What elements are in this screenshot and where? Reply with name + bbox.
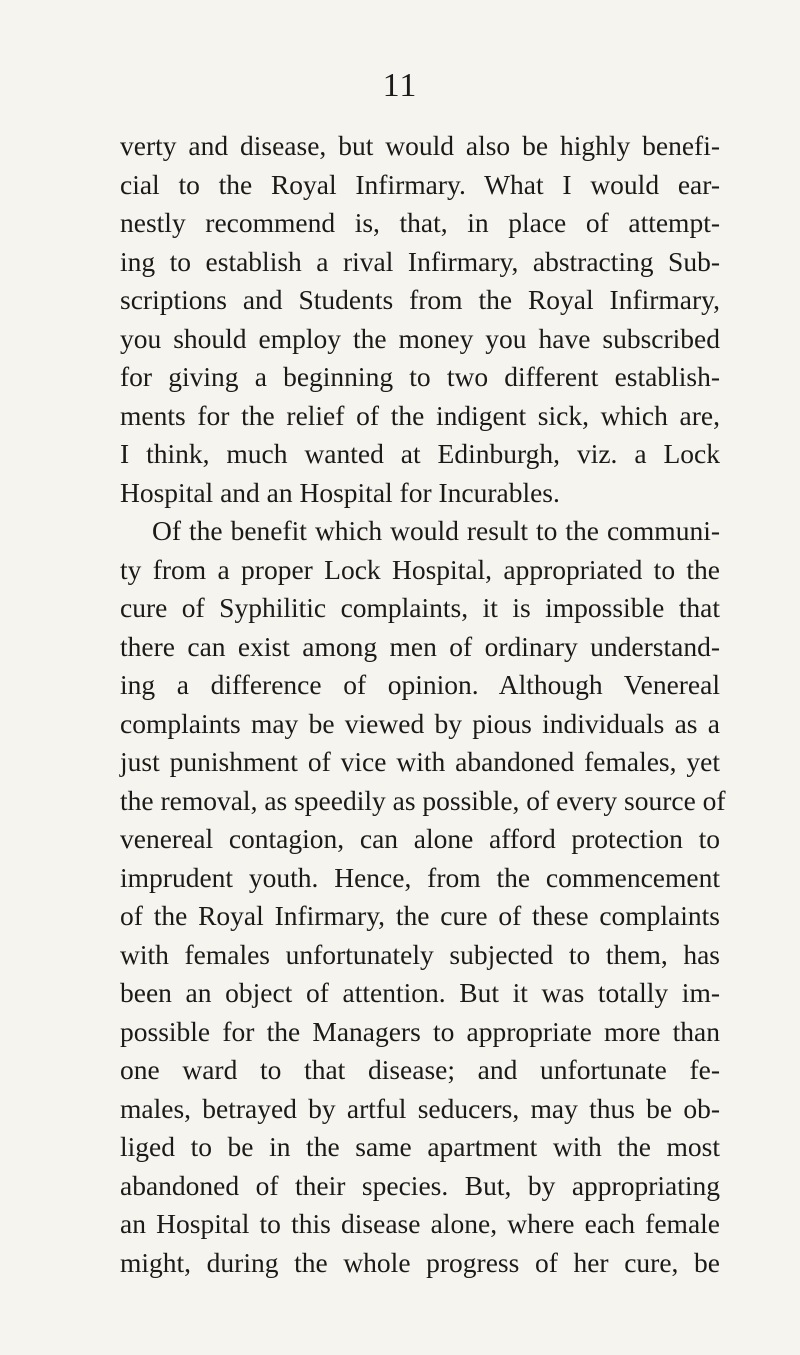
text-line: venereal contagion, can alone afford protection to: [120, 823, 720, 854]
body-text: [120, 127, 726, 1282]
text-line: been an object of attention. But it was totally im-: [120, 977, 720, 1008]
text-line: ing a difference of opinion. Although Venereal: [120, 669, 720, 700]
text-line: males, betrayed by artful seducers, may thus be ob-: [120, 1092, 720, 1124]
text-line: with females unfortunately subjected to them, has: [120, 938, 720, 970]
text-line: scriptions and Students from the Royal Infirmary,: [120, 284, 720, 315]
text-line: abandoned of their species. But, by appropriating: [120, 1169, 720, 1201]
paragraph-first-line: Of the benefit which would result to the communi-: [152, 515, 720, 546]
text-line: one ward to that disease; and unfortunate fe-: [120, 1054, 720, 1085]
text-line: ing to establish a rival Infirmary, abstracting Sub-: [120, 245, 720, 277]
text-line: you should employ the money you have subscribed: [120, 322, 720, 354]
text-line: imprudent youth. Hence, from the commencement: [120, 861, 720, 893]
text-line: I think, much wanted at Edinburgh, viz. a Lock: [120, 438, 720, 469]
text-line: possible for the Managers to appropriate more than: [120, 1015, 720, 1047]
text-line: ty from a proper Lock Hospital, appropriated to the: [120, 553, 720, 585]
text-line: of the Royal Infirmary, the cure of these complaints: [120, 900, 720, 931]
text-line: nestly recommend is, that, in place of attempt-: [120, 207, 720, 238]
text-line: complaints may be viewed by pious individuals as a: [120, 707, 720, 739]
text-line: liged to be in the same apartment with the most: [120, 1131, 720, 1162]
text-line: ments for the relief of the indigent sick, which are,: [120, 399, 720, 431]
text-line: the removal, as speedily as possible, of every source of: [120, 784, 726, 816]
text-line: cial to the Royal Infirmary. What I would ear-: [120, 168, 720, 200]
text-line: just punishment of vice with abandoned females, yet: [120, 746, 720, 777]
text-line: Hospital and an Hospital for Incurables.: [120, 476, 560, 508]
text-line: verty and disease, but would also be highly benefi-: [120, 130, 720, 161]
text-line: cure of Syphilitic complaints, it is impossible that: [120, 592, 720, 623]
text-line: there can exist among men of ordinary understand-: [120, 630, 720, 662]
text-line: for giving a beginning to two different establish-: [120, 361, 720, 392]
text-line: an Hospital to this disease alone, where each female: [120, 1208, 720, 1239]
text-line: might, during the whole progress of her cure, be: [120, 1246, 720, 1278]
page-number: 11: [382, 67, 418, 104]
